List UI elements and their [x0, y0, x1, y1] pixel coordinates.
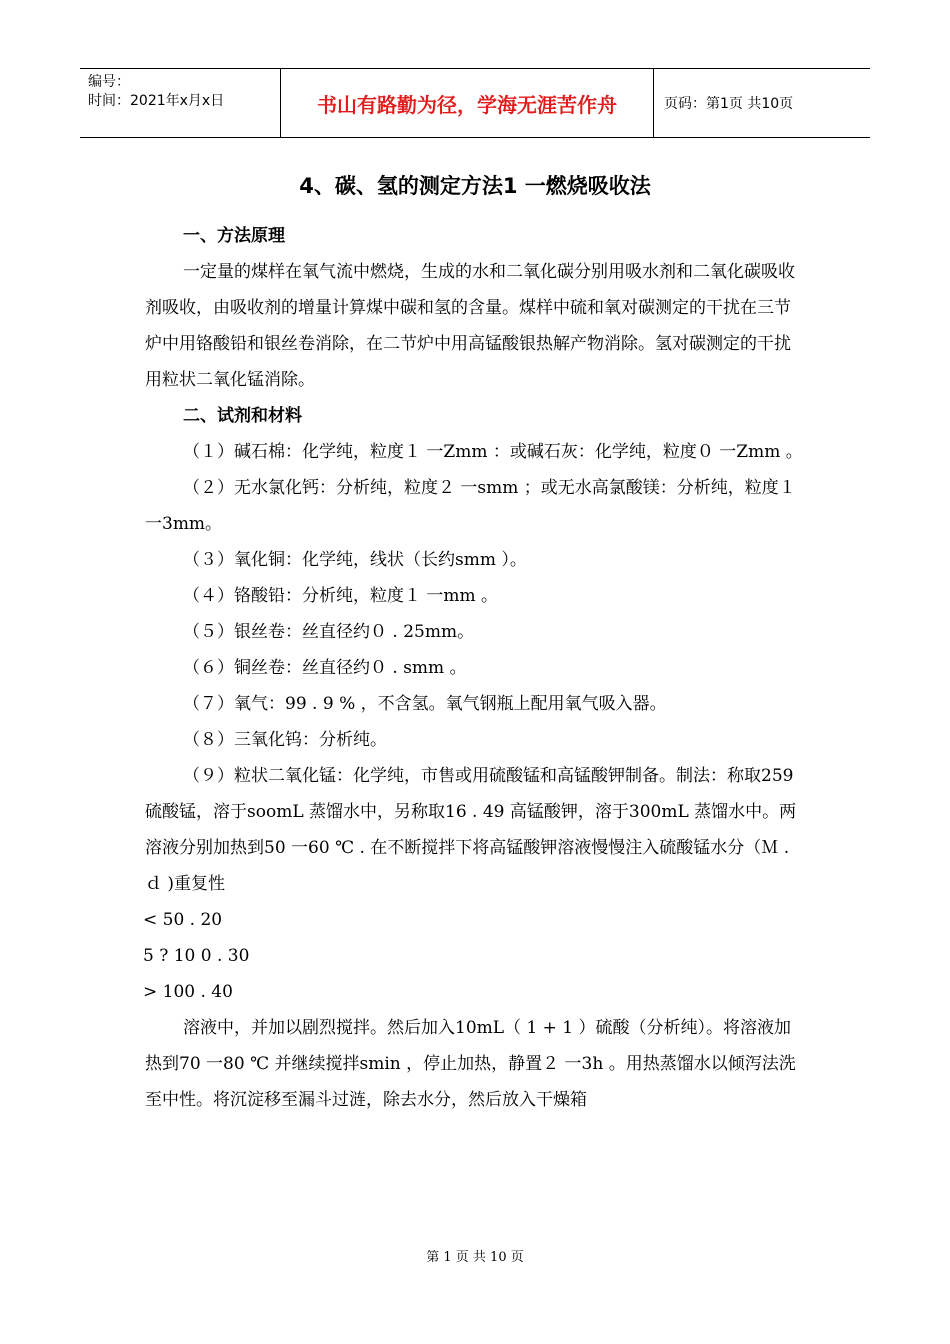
reagent-item: （９）粒状二氧化锰：化学纯，市售或用硫酸锰和高锰酸钾制备。制法：称取259 硫酸锰，溶于soomL 蒸馏水中，另称取16 . 49 高锰酸钾，溶于300mL 蒸馏水中。两溶液分别加热到50 一60 ℃ . 在不断搅拌下将高锰酸钾溶液慢慢注入硫酸锰水分（Ｍ . ｄ )重复性: [145, 766, 797, 894]
section-heading-principle: 一、方法原理: [183, 226, 285, 246]
header-meta: [80, 69, 281, 137]
principle-paragraph: 一定量的煤样在氧气流中燃烧，生成的水和二氧化碳分别用吸水剂和二氧化碳吸收剂吸收，由吸收剂的增量计算煤中碳和氢的含量。煤样中硫和氧对碳测定的干扰在三节炉中用铬酸铅和银丝卷消除，在二节炉中用高锰酸银热解产物消除。氢对碳测定的干扰用粒状二氧化锰消除。: [145, 262, 795, 390]
continuation-paragraph: 溶液中，并加以剧烈搅拌。然后加入10mL（ 1 + 1 ）硫酸（分析纯）。将溶液加热到70 一80 ℃ 并继续搅拌smin ，停止加热，静置２ 一3h 。用热蒸馏水以倾泻法洗至中性。将沉淀移至漏斗过涟，除去水分，然后放入干燥箱: [145, 1018, 796, 1110]
reagent-item: （４）铬酸铅：分析纯，粒度１ 一mm 。: [183, 586, 499, 606]
time-label: 时间：2021年x月x日: [88, 93, 225, 109]
page-footer: 第 1 页 共 10 页: [426, 1250, 524, 1265]
table-line: > 100 . 40: [143, 982, 233, 1002]
reagent-item: （８）三氧化钨：分析纯。: [183, 730, 387, 750]
table-line: 5 ? 10 0 . 30: [143, 946, 250, 966]
section-heading-reagents: 二、试剂和材料: [183, 406, 302, 426]
reagent-item: （６）铜丝卷：丝直径约０ . smm 。: [183, 658, 467, 678]
number-label: 编号：: [88, 74, 130, 90]
reagent-item: （２）无水氯化钙：分析纯，粒度２ 一smm ；或无水高氯酸镁：分析纯，粒度１ 一3mm。: [145, 478, 796, 534]
document-body: [145, 218, 805, 1118]
document-title: 4、碳、氢的测定方法1 一燃烧吸收法: [299, 174, 651, 198]
reagent-item: （５）银丝卷：丝直径约０ . 25mm。: [183, 622, 475, 642]
table-line: < 50 . 20: [143, 910, 223, 930]
reagent-item: （３）氧化铜：化学纯，线状（长约smm ）。: [183, 550, 527, 570]
reagent-item: （１）碱石棉：化学纯，粒度１ 一Zmm ：或碱石灰：化学纯，粒度０ 一Zmm 。: [183, 442, 803, 462]
header-motto: 书山有路勤为径，学海无涯苦作舟: [281, 69, 654, 137]
header-page-info: 页码：第1页 共10页: [664, 96, 794, 112]
reagent-item: （７）氧气：99 . 9 % ，不含氢。氧气钢瓶上配用氧气吸入器。: [183, 694, 667, 714]
document-header: [80, 68, 870, 138]
